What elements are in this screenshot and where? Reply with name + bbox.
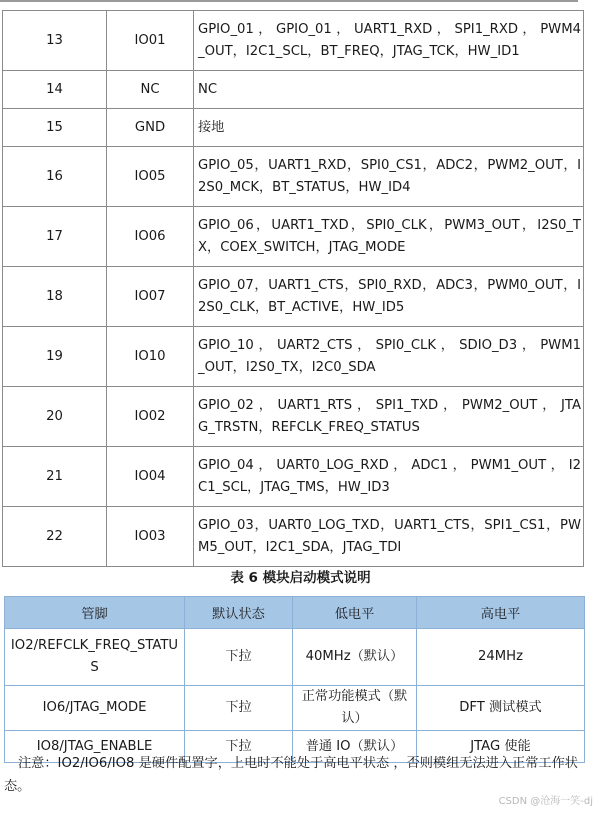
table-row: [3, 507, 584, 567]
pin-function: GPIO_07，UART1_CTS，SPI0_RXD，ADC3，PWM0_OUT，I2S0_CLK，BT_ACTIVE，HW_ID5: [194, 267, 584, 327]
boot-high: DFT 测试模式: [417, 686, 585, 731]
pin-function: GPIO_06，UART1_TXD，SPI0_CLK，PWM3_OUT，I2S0_TX，COEX_SWITCH，JTAG_MODE: [194, 207, 584, 267]
pin-function: GPIO_01 ， GPIO_01 ， UART1_RXD ， SPI1_RXD ， PWM4_OUT，I2C1_SCL，BT_FREQ，JTAG_TCK，HW_ID1: [194, 11, 584, 71]
table-row: [3, 447, 584, 507]
pin-number: 20: [3, 387, 107, 447]
pin-number: 13: [3, 11, 107, 71]
pin-function: GPIO_04 ， UART0_LOG_RXD ， ADC1 ， PWM1_OUT ， I2C1_SCL，JTAG_TMS，HW_ID3: [194, 447, 584, 507]
column-header-low: 低电平: [293, 597, 417, 629]
boot-pin: IO8/JTAG_ENABLE: [5, 731, 185, 763]
table-row: [3, 109, 584, 147]
boot-mode-table: [4, 596, 585, 763]
pin-function: NC: [194, 71, 584, 109]
pin-number: 15: [3, 109, 107, 147]
pin-name: NC: [107, 71, 194, 109]
column-header-pin: 管脚: [5, 597, 185, 629]
note-text: 注意：IO2/IO6/IO8 是硬件配置字，上电时不能处于高电平状态 ，否则模组无法进入正常工作状态。: [4, 756, 578, 794]
boot-low: 正常功能模式（默认）: [293, 686, 417, 731]
pin-name: IO03: [107, 507, 194, 567]
header-row: [5, 597, 585, 629]
pin-number: 18: [3, 267, 107, 327]
table-row: [5, 686, 585, 731]
pin-number: 22: [3, 507, 107, 567]
boot-default: 下拉: [185, 731, 293, 763]
pin-name: GND: [107, 109, 194, 147]
pin-function: 接地: [194, 109, 584, 147]
table-row: [3, 207, 584, 267]
pin-number: 17: [3, 207, 107, 267]
pin-function: GPIO_03，UART0_LOG_TXD，UART1_CTS，SPI1_CS1，PWM5_OUT，I2C1_SDA，JTAG_TDI: [194, 507, 584, 567]
pin-name: IO05: [107, 147, 194, 207]
pin-number: 19: [3, 327, 107, 387]
pin-name: IO04: [107, 447, 194, 507]
boot-high: JTAG 使能: [417, 731, 585, 763]
table-row: [3, 267, 584, 327]
boot-default: 下拉: [185, 629, 293, 686]
pin-name: IO01: [107, 11, 194, 71]
table-row: [3, 71, 584, 109]
pin-name: IO02: [107, 387, 194, 447]
top-rule: [0, 0, 578, 2]
watermark: CSDN @沧海一笑-dj: [498, 796, 593, 807]
pin-function: GPIO_05，UART1_RXD，SPI0_CS1，ADC2，PWM2_OUT，I2S0_MCK，BT_STATUS，HW_ID4: [194, 147, 584, 207]
column-header-high: 高电平: [417, 597, 585, 629]
boot-pin: IO6/JTAG_MODE: [5, 686, 185, 731]
pin-name: IO06: [107, 207, 194, 267]
table-caption: 表 6 模块启动模式说明: [230, 570, 371, 586]
pin-number: 21: [3, 447, 107, 507]
boot-high: 24MHz: [417, 629, 585, 686]
column-header-default: 默认状态: [185, 597, 293, 629]
boot-default: 下拉: [185, 686, 293, 731]
table-row: [3, 147, 584, 207]
pin-function: GPIO_02 ， UART1_RTS ， SPI1_TXD ， PWM2_OUT ， JTAG_TRSTN，REFCLK_FREQ_STATUS: [194, 387, 584, 447]
table-row: [5, 629, 585, 686]
pin-name: IO07: [107, 267, 194, 327]
pin-definition-table: [2, 10, 584, 567]
pin-name: IO10: [107, 327, 194, 387]
pin-number: 14: [3, 71, 107, 109]
boot-low: 普通 IO（默认）: [293, 731, 417, 763]
boot-pin: IO2/REFCLK_FREQ_STATUS: [5, 629, 185, 686]
boot-low: 40MHz（默认）: [293, 629, 417, 686]
pin-number: 16: [3, 147, 107, 207]
pin-function: GPIO_10 ， UART2_CTS ， SPI0_CLK ， SDIO_D3 ， PWM1_OUT，I2S0_TX，I2C0_SDA: [194, 327, 584, 387]
table-row: [3, 387, 584, 447]
table-row: [3, 327, 584, 387]
table-row: [3, 11, 584, 71]
